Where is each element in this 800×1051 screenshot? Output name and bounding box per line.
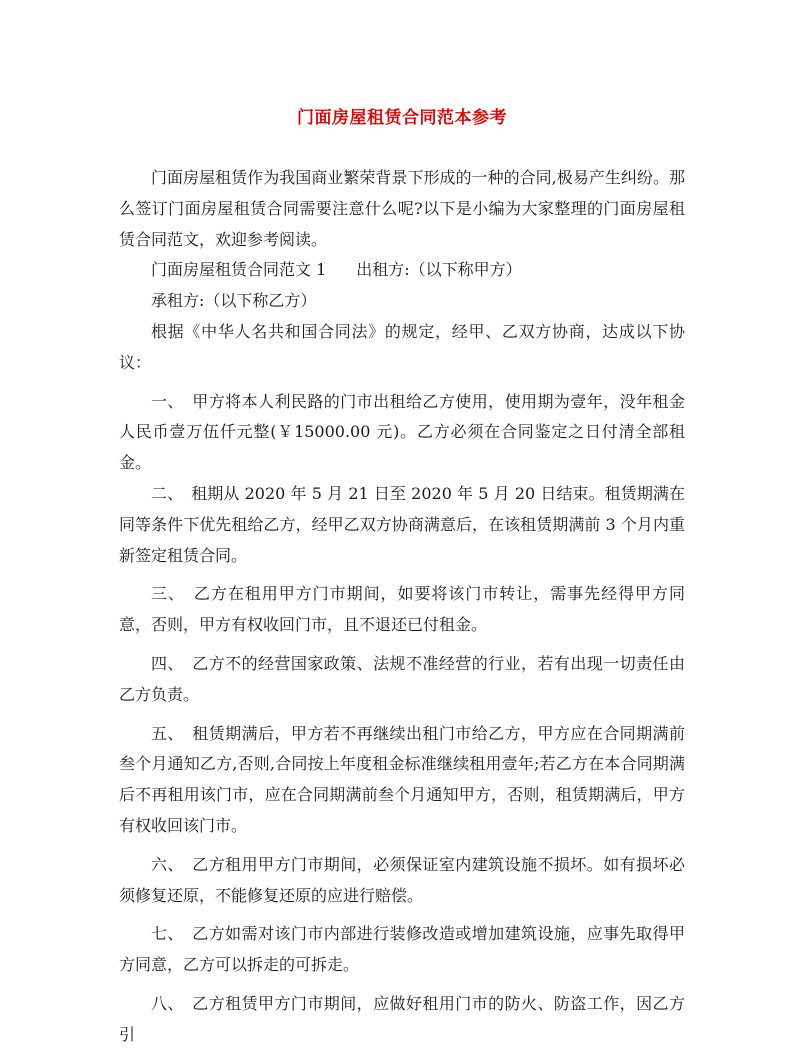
sample-heading: 门面房屋租赁合同范文 1	[151, 260, 327, 280]
clause-3: 三、 乙方在租用甲方门市期间，如要将该门市转让，需事先经得甲方同意，否则，甲方有权收回门市，且不退还已付租金。	[119, 584, 685, 635]
sample-heading-line	[119, 255, 685, 286]
clause-6: 六、 乙方租用甲方门市期间，必须保证室内建筑设施不损坏。如有损坏必须修复还原，不能修复还原的应进行赔偿。	[119, 854, 685, 905]
clause-8: 八、 乙方租赁甲方门市期间，应做好租用门市的防火、防盗工作，因乙方引	[119, 993, 685, 1044]
clause-2: 二、 租期从 2020 年 5 月 21 日至 2020 年 5 月 20 日结束。租赁期满在同等条件下优先租给乙方，经甲乙双方协商满意后，在该租赁期满前 3 个月内重新签定租赁合同。	[119, 483, 685, 565]
clause-1: 一、 甲方将本人利民路的门市出租给乙方使用，使用期为壹年，没年租金人民币壹万伍仟元整(￥15000.00 元)。乙方必须在合同鉴定之日付清全部租金。	[119, 391, 685, 473]
clause-4: 四、 乙方不的经营国家政策、法规不准经营的行业，若有出现一切责任由乙方负责。	[119, 653, 685, 704]
clause-5: 五、 租赁期满后，甲方若不再继续出租门市给乙方，甲方应在合同期满前叁个月通知乙方,否则,合同按上年度租金标准继续租用壹年;若乙方在本合同期满后不再租用该门市，应在合同期满前叁个月通知甲方，否则，租赁期满后，甲方有权收回该门市。	[119, 723, 685, 835]
document-body	[119, 163, 685, 1051]
intro-paragraph: 门面房屋租赁作为我国商业繁荣背景下形成的一种的合同,极易产生纠纷。那么签订门面房屋租赁合同需要注意什么呢?以下是小编为大家整理的门面房屋租赁合同范文，欢迎参考阅读。	[119, 168, 685, 249]
clause-7: 七、 乙方如需对该门市内部进行装修改造或增加建筑设施，应事先取得甲方同意，乙方可以拆走的可拆走。	[119, 924, 685, 975]
preamble-paragraph: 根据《中华人名共和国合同法》的规定，经甲、乙双方协商，达成以下协议：	[119, 321, 685, 372]
document-title: 门面房屋租赁合同范本参考	[297, 108, 507, 128]
lessee-line: 承租方:（以下称乙方）	[151, 291, 317, 311]
lessor-line: 出租方:（以下称甲方）	[356, 260, 522, 280]
